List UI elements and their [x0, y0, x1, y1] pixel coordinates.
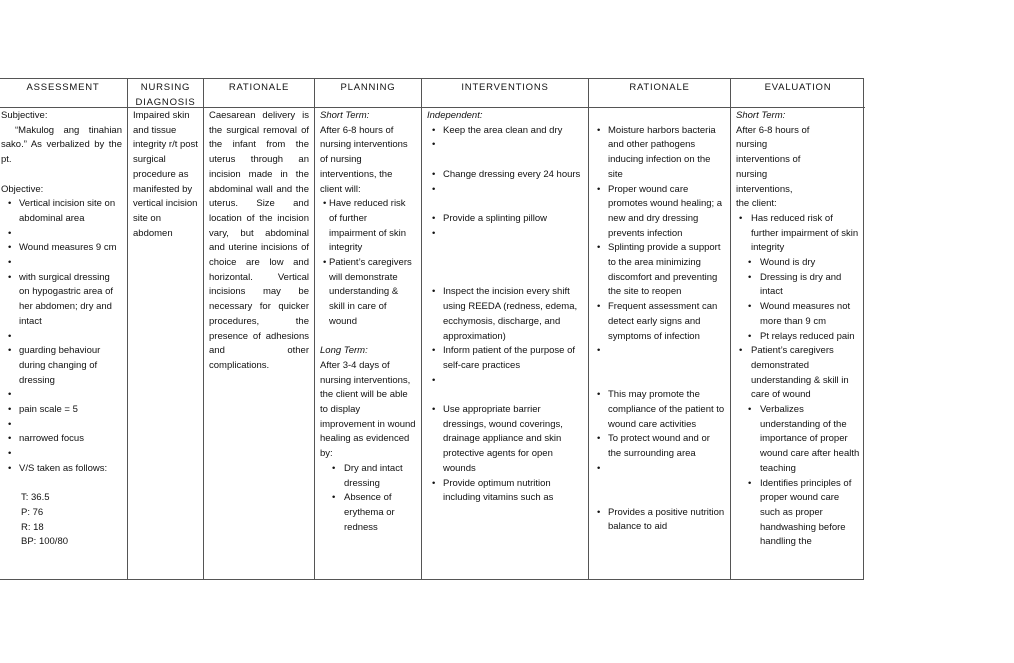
objective-label: Objective:: [1, 183, 44, 195]
diagnosis-header: NURSING DIAGNOSIS: [128, 79, 203, 108]
assessment-body: [0, 108, 127, 579]
evaluation-body: [731, 108, 865, 579]
short-term-item: • Patient’s caregivers will demonstrate understanding & skill in care of wound: [320, 256, 416, 330]
eval-subitem: • Dressing is dry and intact: [736, 271, 860, 300]
objective-item: • narrowed focus: [5, 432, 122, 447]
vital-sign: BP: 100/80: [21, 536, 69, 548]
long-term-text: After 3-4 days of nursing interventions, the client will be able to display improvement in wound healing as evidenced by:: [320, 359, 416, 460]
rationale2-item: • Proper wound care promotes wound healing; a new and dry dressing prevents infection: [594, 183, 725, 242]
eval-subitem: • Verbalizes understanding of the importance of proper wound care after health teaching: [736, 403, 860, 477]
objective-item: • Vertical incision site on abdominal area: [5, 197, 122, 226]
independent-label: Independent:: [427, 110, 483, 121]
rationale2-item: • Frequent assessment can detect early signs and symptoms of infection: [594, 300, 725, 344]
planning-header: PLANNING: [315, 79, 421, 108]
rationale-text: Caesarean delivery is the surgical removal of the infant from the uterus through an incision made in the abdominal wall and the uterus. Size and location of the incision vary, but abdominal and uterine incisions of choice are low and horizontal. Vertical incisions may be necessary for quicker procedures, the presence of adhesions and other complications.: [209, 110, 309, 371]
short-term-text: After 6-8 hours of nursing interventions of nursing interventions, the client will:: [320, 124, 408, 195]
eval-item-text: Has reduced risk of further impairment of skin integrity: [751, 212, 859, 254]
eval-line: the client:: [736, 198, 777, 210]
rationale2-column: [589, 79, 731, 579]
eval-subitem: • Pt relays reduced pain: [736, 330, 860, 345]
eval-subitem: • Wound is dry: [736, 256, 860, 271]
eval-subitem: • Identifies principles of proper wound care such as proper handwashing before handling the: [736, 477, 860, 551]
objective-item: • pain scale = 5: [5, 403, 122, 418]
objective-item: • V/S taken as follows:: [5, 462, 122, 477]
diagnosis-column: [128, 79, 204, 579]
rationale-column: [204, 79, 315, 579]
objective-item: • guarding behaviour during changing of dressing: [5, 344, 122, 388]
evaluation-column: [731, 79, 865, 579]
assessment-header: ASSESSMENT: [0, 79, 127, 108]
vital-sign: T: 36.5: [21, 492, 50, 504]
assessment-column: [0, 79, 128, 579]
intervention-item: • Change dressing every 24 hours: [429, 168, 583, 183]
intervention-item: • Inform patient of the purpose of self-care practices: [429, 344, 583, 373]
objective-item: • with surgical dressing on hypogastric area of her abdomen; dry and intact: [5, 271, 122, 330]
rationale-header: RATIONALE: [204, 79, 314, 108]
eval-item-text: Patient’s caregivers demonstrated understanding & skill in care of wound: [751, 345, 849, 401]
eval-item: [736, 212, 860, 344]
short-term-label: Short Term:: [320, 110, 370, 121]
intervention-item: • Use appropriate barrier dressings, wound coverings, drainage appliance and skin protective agents for open wounds: [429, 403, 583, 477]
intervention-item: • Provide a splinting pillow: [429, 212, 583, 227]
eval-item: [736, 344, 860, 550]
intervention-item: • Inspect the incision every shift using REEDA (redness, edema, ecchymosis, discharge, and approximation): [429, 285, 583, 344]
subjective-quote: “Makulog ang tinahian sako.” As verbalized by the pt.: [1, 124, 122, 166]
objective-item: • Wound measures 9 cm: [5, 241, 122, 256]
rationale2-header: RATIONALE: [589, 79, 730, 108]
diagnosis-text: Impaired skin and tissue integrity r/t post surgical procedure as manifested by vertical incision site on abdomen: [133, 110, 198, 239]
care-plan-table: [0, 78, 864, 580]
eval-line: interventions,: [736, 183, 793, 195]
eval-line: nursing: [736, 168, 768, 180]
planning-body: [315, 108, 421, 579]
short-term-item: • Have reduced risk of further impairment of skin integrity: [320, 197, 416, 256]
intervention-item: • Keep the area clean and dry: [429, 124, 583, 139]
vital-sign: R: 18: [21, 521, 44, 533]
eval-line: After 6-8 hours of: [736, 124, 810, 136]
interventions-body: [422, 108, 588, 579]
eval-short-term-label: Short Term:: [736, 110, 786, 121]
rationale2-item: • Moisture harbors bacteria and other pathogens inducing infection on the site: [594, 124, 725, 183]
evaluation-header: EVALUATION: [731, 79, 865, 108]
rationale2-body: [589, 108, 730, 579]
rationale2-item: • This may promote the compliance of the patient to wound care activities: [594, 388, 725, 432]
subjective-label: Subjective:: [1, 110, 48, 121]
interventions-column: [422, 79, 589, 579]
planning-column: [315, 79, 422, 579]
long-term-label: Long Term:: [320, 345, 368, 357]
rationale2-item: • Splinting provide a support to the area minimizing discomfort and preventing the site to reopen: [594, 241, 725, 300]
eval-subitem: • Wound measures not more than 9 cm: [736, 300, 860, 329]
long-term-item: • Absence of erythema or redness: [320, 491, 416, 535]
rationale2-item: • To protect wound and or the surrounding area: [594, 432, 725, 461]
long-term-item: • Dry and intact dressing: [320, 462, 416, 491]
eval-line: interventions of: [736, 154, 801, 166]
vital-sign: P: 76: [21, 506, 44, 518]
intervention-item: • Provide optimum nutrition including vitamins such as: [429, 477, 583, 506]
interventions-header: INTERVENTIONS: [422, 79, 588, 108]
eval-line: nursing: [736, 139, 768, 151]
rationale2-item: • Provides a positive nutrition balance to aid: [594, 506, 725, 535]
